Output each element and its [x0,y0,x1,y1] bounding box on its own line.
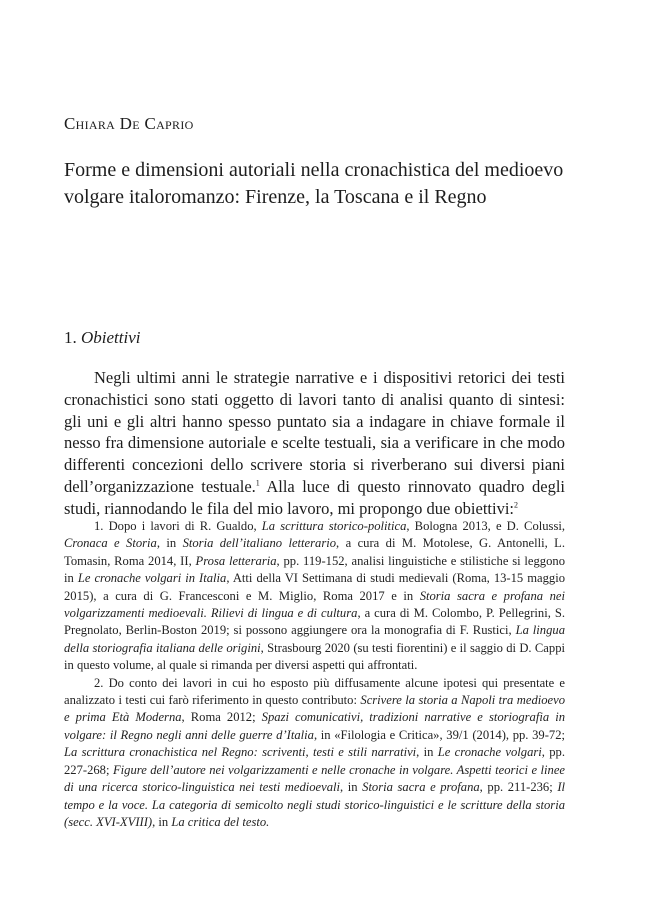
article-title: Forme e dimensioni autoriali nella cronachistica del medioevo volgare italoromanzo: Firenze, la Toscana e il Regno [64,159,564,208]
fn2-text: , in [416,745,438,760]
fn1-italic: Le cronache volgari in Italia [77,571,227,586]
fn2-text: , in [340,780,363,795]
fn1-italic: La scrittura storico-politica [261,519,407,533]
fn2-italic: Figure dell’autore nei volgarizzamenti e nelle cronache in volgare. Aspetti teorici e linee di una ricerca storico-linguistica nei testi medioevali [64,762,566,795]
fn1-text: , a cura di M. Motolese, G. Antonelli, L. Tomasin, Roma 2014, II, [64,536,565,568]
footnote-1 [64,518,565,675]
author-name: Chiara De Caprio [64,114,194,133]
fn1-text: , a cura di M. Colombo, P. Pellegrini, S. Pregnolato, Berlin-Boston 2019; si possono aggiungere ora la monografia di F. Rustici, [64,606,565,638]
fn1-italic: Prosa letteraria [195,553,277,568]
fn2-text: , in «Filologia e Critica», 39/1 (2014), pp. 39-72; [313,727,565,742]
fn1-text: 1. Dopo i lavori di R. Gualdo, [94,519,262,533]
footnote-2 [64,675,565,832]
fn2-text: , in [152,814,172,829]
body-paragraph [64,367,565,520]
fn2-italic: Spazi comunicativi, tradizioni narrative e storiografia in volgare: il Regno negli anni delle guerre d’Italia [64,710,565,742]
fn2-italic: Le cronache volgari [437,745,542,760]
fn2-text: 2. Do conto dei lavori in cui ho esposto più diffusamente alcune ipotesi qui presentate e analizzato i testi cui farò riferimento in questo contributo: [64,675,565,708]
section-heading [64,328,140,348]
footnote-ref-1: 1 [255,478,260,488]
fn1-italic: Storia sacra e profana nei volgarizzamenti medioevali. Rilievi di lingua e di cultura [64,588,565,621]
body-text-part2: Alla luce di questo rinnovato quadro degli studi, riannodando le fila del mio lavoro, mi propongo due obiettivi: [64,476,565,518]
fn1-text: , Strasbourg 2020 (su testi fiorentini) e il saggio di D. Cappi in questo volume, al quale si rimanda per diversi aspetti qui affrontati. [64,640,565,673]
footnotes [64,518,565,831]
fn1-text: , in [156,536,183,551]
fn1-italic: Cronaca e Storia [64,536,157,551]
fn2-italic: Il tempo e la voce. La categoria di semicolto negli studi storico-linguistici e le scritture della storia (secc. XVI-XVIII) [64,780,566,829]
fn1-text: , Bologna 2013, e D. Colussi, [406,519,565,533]
fn1-italic: La lingua della storiografia italiana delle origini [64,623,565,655]
fn1-italic: Storia dell’italiano letterario [182,536,337,551]
footnote-ref-2: 2 [514,500,519,510]
fn2-italic: Scrivere la storia a Napoli tra medioevo e prima Età Moderna [64,693,566,725]
fn2-text: , pp. 227-268; [64,745,565,777]
fn1-text: , pp. 119-152, analisi linguistiche e stilistiche si leggono in [64,553,565,586]
fn2-italic: Storia sacra e profana [362,780,480,795]
section-title: Obiettivi [81,328,141,347]
section-number: 1. [64,328,77,347]
fn2-italic: La scrittura cronachistica nel Regno: scriventi, testi e stili narrativi [64,745,417,760]
fn2-italic: La critica del testo. [171,814,270,829]
body-text-part1: Negli ultimi anni le strategie narrative e i dispositivi retorici dei testi cronachistici sono stati oggetto di lavori tanto di analisi quanto di sintesi: gli uni e gli altri hanno spesso puntato sia a indagare in chiave formale il nesso fra dimensione autoriale e scelte testuali, sia a verificare in che modo differenti concezioni dello scrivere storia si riverberano sui diversi piani dell’organizzazione testuale. [64,368,565,496]
fn2-text: , Roma 2012; [181,710,262,725]
fn2-text: , pp. 211-236; [479,780,558,795]
fn1-text: , Atti della VI Settimana di studi medievali (Roma, 13-15 maggio 2015), a cura di G. Francesconi e M. Miglio, Roma 2017 e in [64,571,566,603]
